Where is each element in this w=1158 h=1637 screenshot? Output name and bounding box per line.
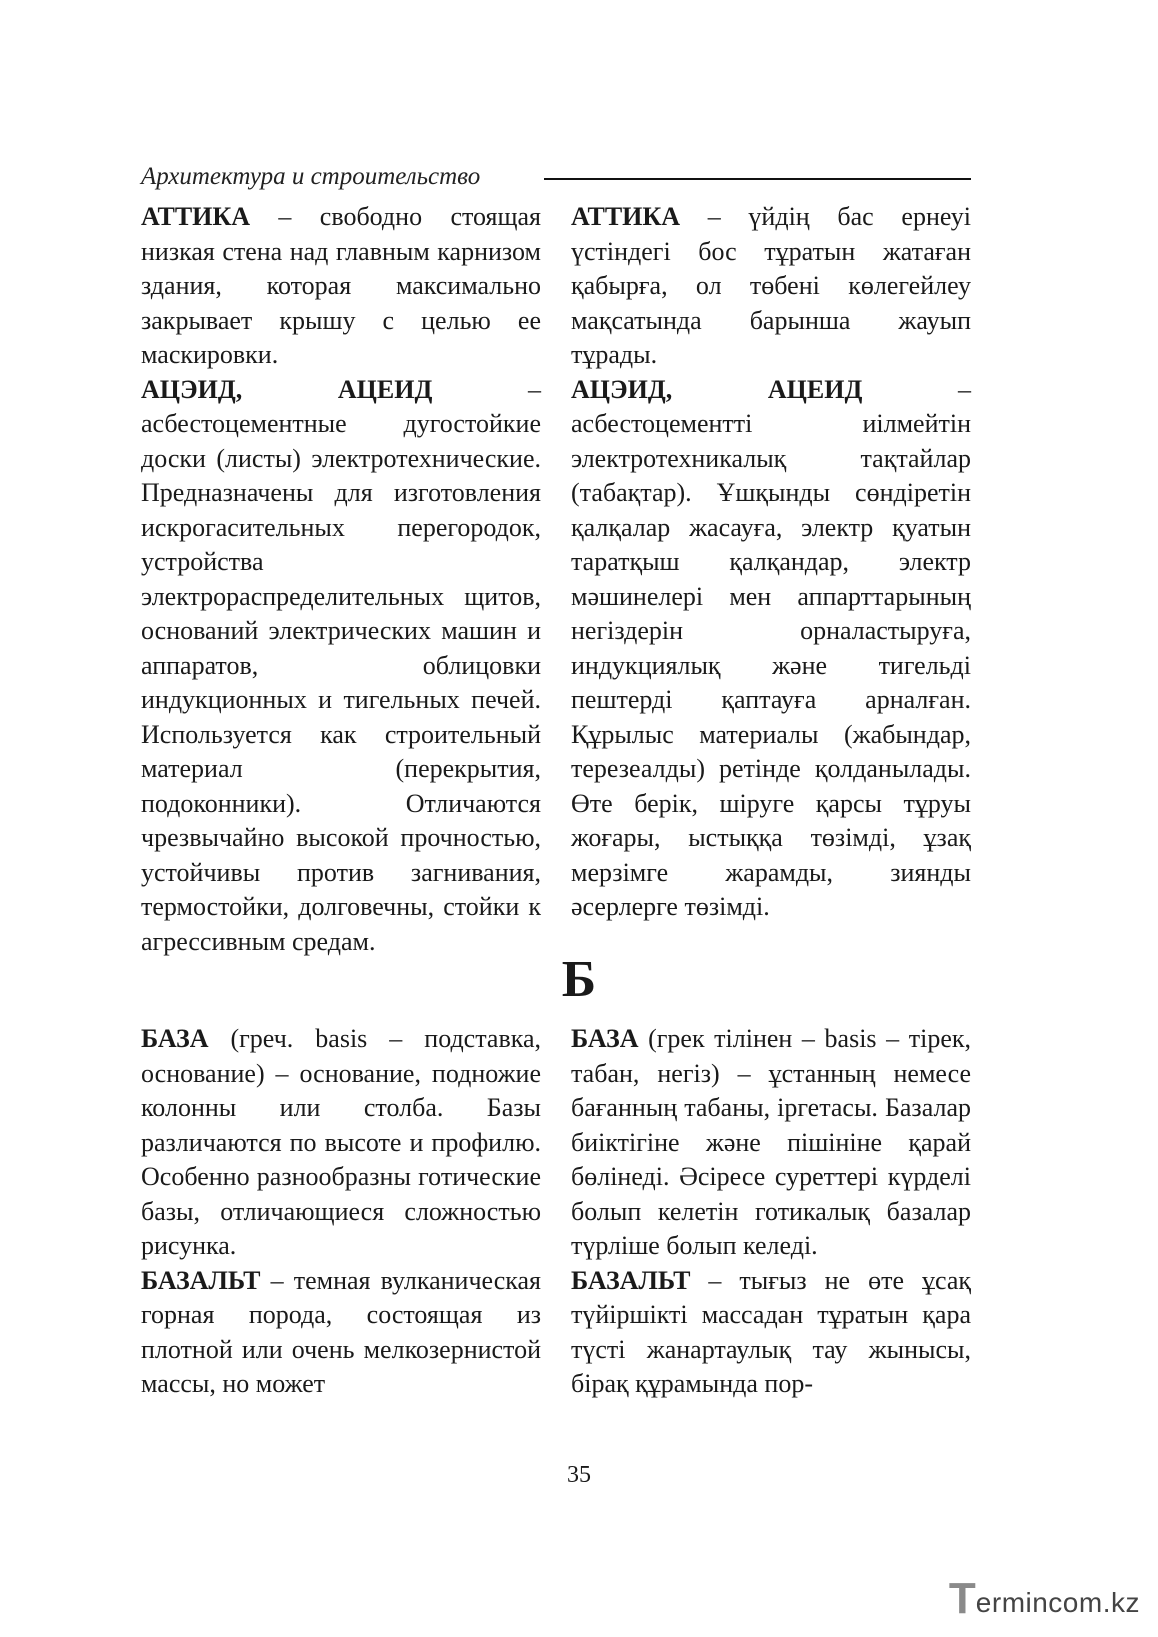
header-rule <box>544 178 971 180</box>
watermark-logo-letter: T <box>948 1574 976 1623</box>
definition: – үйдің бас ернеуі үстіндегі бос тұратын жатаған қабырға, ол төбені көлегейлеу мақсатында барынша жауып тұрады. <box>571 202 971 369</box>
russian-column-bottom <box>141 1022 541 1402</box>
term: АТТИКА <box>571 202 681 231</box>
section-title: Архитектура и строительство <box>141 163 481 190</box>
running-header <box>141 160 971 194</box>
term: БАЗА <box>141 1024 209 1053</box>
term: АЦЭИД, АЦЕИД <box>141 374 433 404</box>
definition: (грек тілінен – basis – тірек, табан, негіз) – ұстанның немесе бағанның табаны, іргетасы. Базалар биіктігіне және пішініне қарай бөлінеді. Әсіресе суреттері күрделі болып келетін готикалық базалар түрліше болып келеді. <box>571 1024 971 1260</box>
term: АЦЭИД, АЦЕИД <box>571 374 863 404</box>
termincom-watermark <box>948 1574 1140 1623</box>
term: АТТИКА <box>141 202 251 231</box>
watermark-text: ermincom.kz <box>975 1587 1140 1618</box>
entry-attika-kz <box>571 200 971 373</box>
entry-bazalt-kz <box>571 1264 971 1402</box>
section-letter: Б <box>561 951 597 1008</box>
definition: – тығыз не өте ұсақ түйіршікті массадан тұратын қара түсті жанартаулық тау жынысы, бірақ құрамында пор- <box>571 1265 971 1398</box>
term: БАЗА <box>571 1024 639 1053</box>
definition: – асбестоцементті иілмейтін электротехникалық тақтайлар (табақтар). Ұшқынды сөндіретін қалқалар жасауға, электр қуатын таратқыш қалқандар, электр мәшинелері мен аппарттарының негіздерін орналастыруға, индукциялық және тигельді пештерді қаптауға арналған. Құрылыс материалы (жабындар, терезеалды) ретінде қолданылады. Өте берік, шіруге қарсы тұруы жоғары, ыстыққа төзімді, ұзақ мерзімге жарамды, зиянды әсерлерге төзімді. <box>571 374 972 921</box>
russian-column-top <box>141 200 541 959</box>
term: БАЗАЛЬТ <box>571 1265 691 1295</box>
definition: – асбестоцементные дугостойкие доски (листы) электротехнические. Предназначены для изготовления искрогасительных перегородок, устройства электрораспределительных щитов, оснований электрических машин и аппаратов, облицовки индукционных и тигельных печей. Используется как строительный материал (перекрытия, подоконники). Отличаются чрезвычайно высокой прочностью, устойчивы против загнивания, термостойки, долговечны, стойки к агрессивным средам. <box>141 374 542 956</box>
definition: – свободно стоящая низкая стена над главным карнизом здания, которая максимально закрывает крышу с целью ее маскировки. <box>141 202 541 369</box>
entry-attika-ru <box>141 200 541 373</box>
page-number: 35 <box>567 1462 591 1488</box>
entry-baza-kz <box>571 1022 971 1264</box>
definition: (греч. basis – подставка, основание) – основание, подножие колонны или столба. Базы различаются по высоте и профилю. Особенно разнообразны готические базы, отличающиеся сложностью рисунка. <box>141 1024 541 1260</box>
entry-aceid-kz <box>571 373 971 925</box>
kazakh-column-bottom <box>571 1022 971 1402</box>
term: БАЗАЛЬТ <box>141 1265 261 1295</box>
entry-aceid-ru <box>141 373 541 960</box>
entry-baza-ru <box>141 1022 541 1264</box>
entry-bazalt-ru <box>141 1264 541 1402</box>
kazakh-column-top <box>571 200 971 925</box>
definition: – темная вулканическая горная порода, состоящая из плотной или очень мелкозернистой массы, но может <box>141 1265 541 1398</box>
